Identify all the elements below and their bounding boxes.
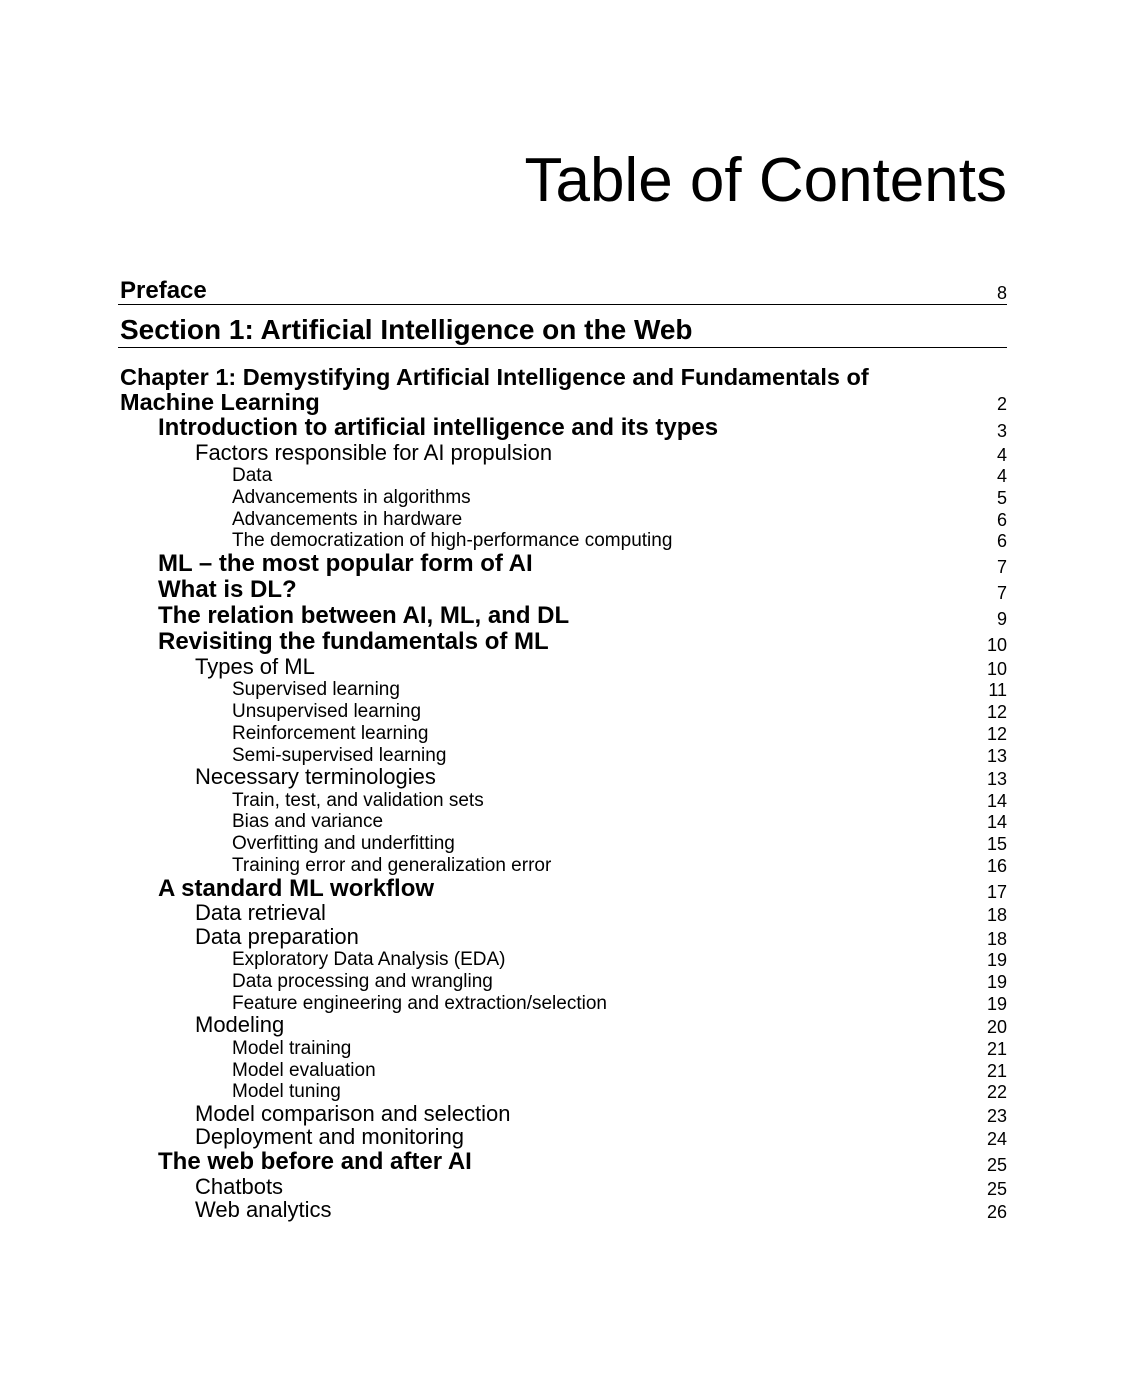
toc-entry[interactable] [118,949,1007,971]
section-title: Section 1: Artificial Intelligence on the Web [120,314,693,345]
toc-entry-label: Data [232,465,273,487]
toc-entry-label: Model tuning [232,1081,341,1103]
toc-entry-list [118,415,1007,1222]
toc-page-number: 25 [986,1178,1007,1199]
toc-page-number: 19 [986,993,1007,1014]
toc-entry[interactable] [118,1149,1007,1175]
toc-entry-label: Advancements in algorithms [232,486,471,508]
toc-entry[interactable] [118,902,1007,926]
toc-page-number: 5 [996,487,1007,508]
toc-entry-label: Types of ML [195,653,315,679]
toc-page-number: 13 [986,769,1007,789]
toc-entry-label: Web analytics [195,1197,332,1223]
toc-page-number: 19 [986,950,1007,971]
toc-entry-label: A standard ML workflow [158,874,435,902]
toc-entry[interactable] [118,744,1007,766]
toc-entry[interactable] [118,655,1007,679]
toc-entry[interactable] [118,1081,1007,1103]
toc-page-number: 22 [986,1082,1007,1103]
toc-entry-label: Chatbots [195,1173,284,1199]
toc-entry[interactable] [118,925,1007,949]
toc-entry-label: Model training [232,1038,352,1059]
toc-page-number: 6 [996,509,1007,530]
toc-entry[interactable] [118,854,1007,876]
toc-entry[interactable] [118,789,1007,811]
toc-page-number: 14 [986,790,1007,811]
toc-entry[interactable] [118,465,1007,487]
toc-page-number: 25 [986,1155,1007,1176]
toc-entry[interactable] [118,1014,1007,1038]
toc-entry[interactable] [118,530,1007,552]
toc-page-number: 24 [986,1129,1007,1150]
toc-page-number: 12 [986,723,1007,744]
toc-entry-label: The democratization of high-performance computing [232,530,673,552]
toc-page-number: 17 [986,881,1007,902]
toc-entry[interactable] [118,679,1007,701]
toc-entry[interactable] [118,766,1007,790]
toc-entry[interactable] [118,1102,1007,1126]
toc-page-number: 7 [996,583,1007,604]
toc-entry[interactable] [118,722,1007,744]
toc-page-number: 4 [996,444,1007,465]
toc-entry[interactable] [118,700,1007,722]
toc-entry-label: Modeling [195,1012,285,1038]
toc-entry[interactable] [118,603,1007,629]
toc-entry-label: Data preparation [195,923,359,949]
toc-entry-label: Necessary terminologies [195,764,436,789]
toc-entry[interactable] [118,811,1007,833]
toc-page-number: 23 [986,1105,1007,1126]
toc-entry[interactable] [118,415,1007,441]
toc-entry[interactable] [118,1059,1007,1081]
toc-page-number: 9 [996,609,1007,630]
toc-page-number: 10 [986,635,1007,656]
toc-entry-label: Supervised learning [232,679,400,701]
toc-entry-label: Bias and variance [232,811,384,833]
toc-page-number: 13 [986,745,1007,766]
toc-entry[interactable] [118,992,1007,1014]
toc-entry[interactable] [118,441,1007,465]
toc-page-number: 18 [986,905,1007,926]
toc-page-number: 18 [986,928,1007,949]
toc-entry[interactable] [118,629,1007,655]
toc-entry[interactable] [118,551,1007,577]
toc-entry-label: Reinforcement learning [232,722,429,744]
toc-entry-label: The web before and after AI [158,1148,472,1176]
toc-entry[interactable] [118,832,1007,854]
toc-entry[interactable] [118,1199,1007,1223]
toc-entry-label: Model comparison and selection [195,1100,511,1126]
toc-entry-label: Revisiting the fundamentals of ML [158,628,549,656]
table-of-contents [118,277,1007,1222]
toc-entry-label: Model evaluation [232,1059,376,1081]
toc-entry-label: Exploratory Data Analysis (EDA) [232,949,506,971]
toc-page-number: 10 [986,658,1007,679]
toc-entry-label: Data retrieval [195,900,326,926]
toc-entry[interactable] [118,486,1007,508]
toc-page-number: 14 [986,812,1007,833]
toc-entry-preface[interactable] [118,277,1007,305]
toc-entry-label: Overfitting and underfitting [232,833,455,855]
toc-entry-label: Advancements in hardware [232,508,463,530]
toc-entry-label: Feature engineering and extraction/selection [232,992,607,1014]
toc-entry-label: Training error and generalization error [232,854,552,876]
toc-entry[interactable] [118,508,1007,530]
toc-entry-label: Unsupervised learning [232,701,422,723]
toc-entry[interactable] [118,1037,1007,1059]
toc-page-number: 7 [996,557,1007,578]
toc-page-number: 6 [996,531,1007,552]
toc-page-number: 15 [986,834,1007,855]
toc-entry[interactable] [118,1126,1007,1150]
toc-page-number: 4 [996,466,1007,487]
toc-page-number: 8 [996,283,1007,303]
toc-entry-label: Semi-supervised learning [232,744,447,766]
toc-page-number: 12 [986,702,1007,723]
toc-page-number: 20 [986,1017,1007,1038]
toc-page-number: 16 [986,855,1007,876]
toc-page-number: 11 [988,680,1007,701]
toc-entry[interactable] [118,577,1007,603]
toc-entry-label: Deployment and monitoring [195,1124,465,1150]
toc-entry-label: Data processing and wrangling [232,971,493,993]
toc-page-number: 19 [986,972,1007,993]
toc-entry-chapter[interactable] [118,364,1007,415]
page-title: Table of Contents [524,146,1007,215]
toc-page-number: 26 [986,1202,1007,1223]
toc-entry-label: The relation between AI, ML, and DL [158,602,570,630]
toc-entry-label: Train, test, and validation sets [232,789,484,811]
toc-entry-label: Preface [120,277,207,304]
toc-entry[interactable] [118,1175,1007,1199]
toc-page-number: 21 [986,1039,1007,1059]
toc-page-number: 2 [996,394,1007,414]
toc-entry-label: ML – the most popular form of AI [158,550,533,578]
section-heading [118,305,1007,348]
toc-entry-label: Factors responsible for AI propulsion [195,439,553,465]
toc-entry[interactable] [118,970,1007,992]
toc-page-number: 3 [996,421,1007,441]
chapter-title: Chapter 1: Demystifying Artificial Intelligence and Fundamentals of Machine Learning [120,364,869,415]
toc-entry[interactable] [118,876,1007,902]
toc-entry-label: Introduction to artificial intelligence and its types [158,414,719,441]
toc-page-number: 21 [986,1060,1007,1081]
toc-entry-label: What is DL? [158,576,297,604]
